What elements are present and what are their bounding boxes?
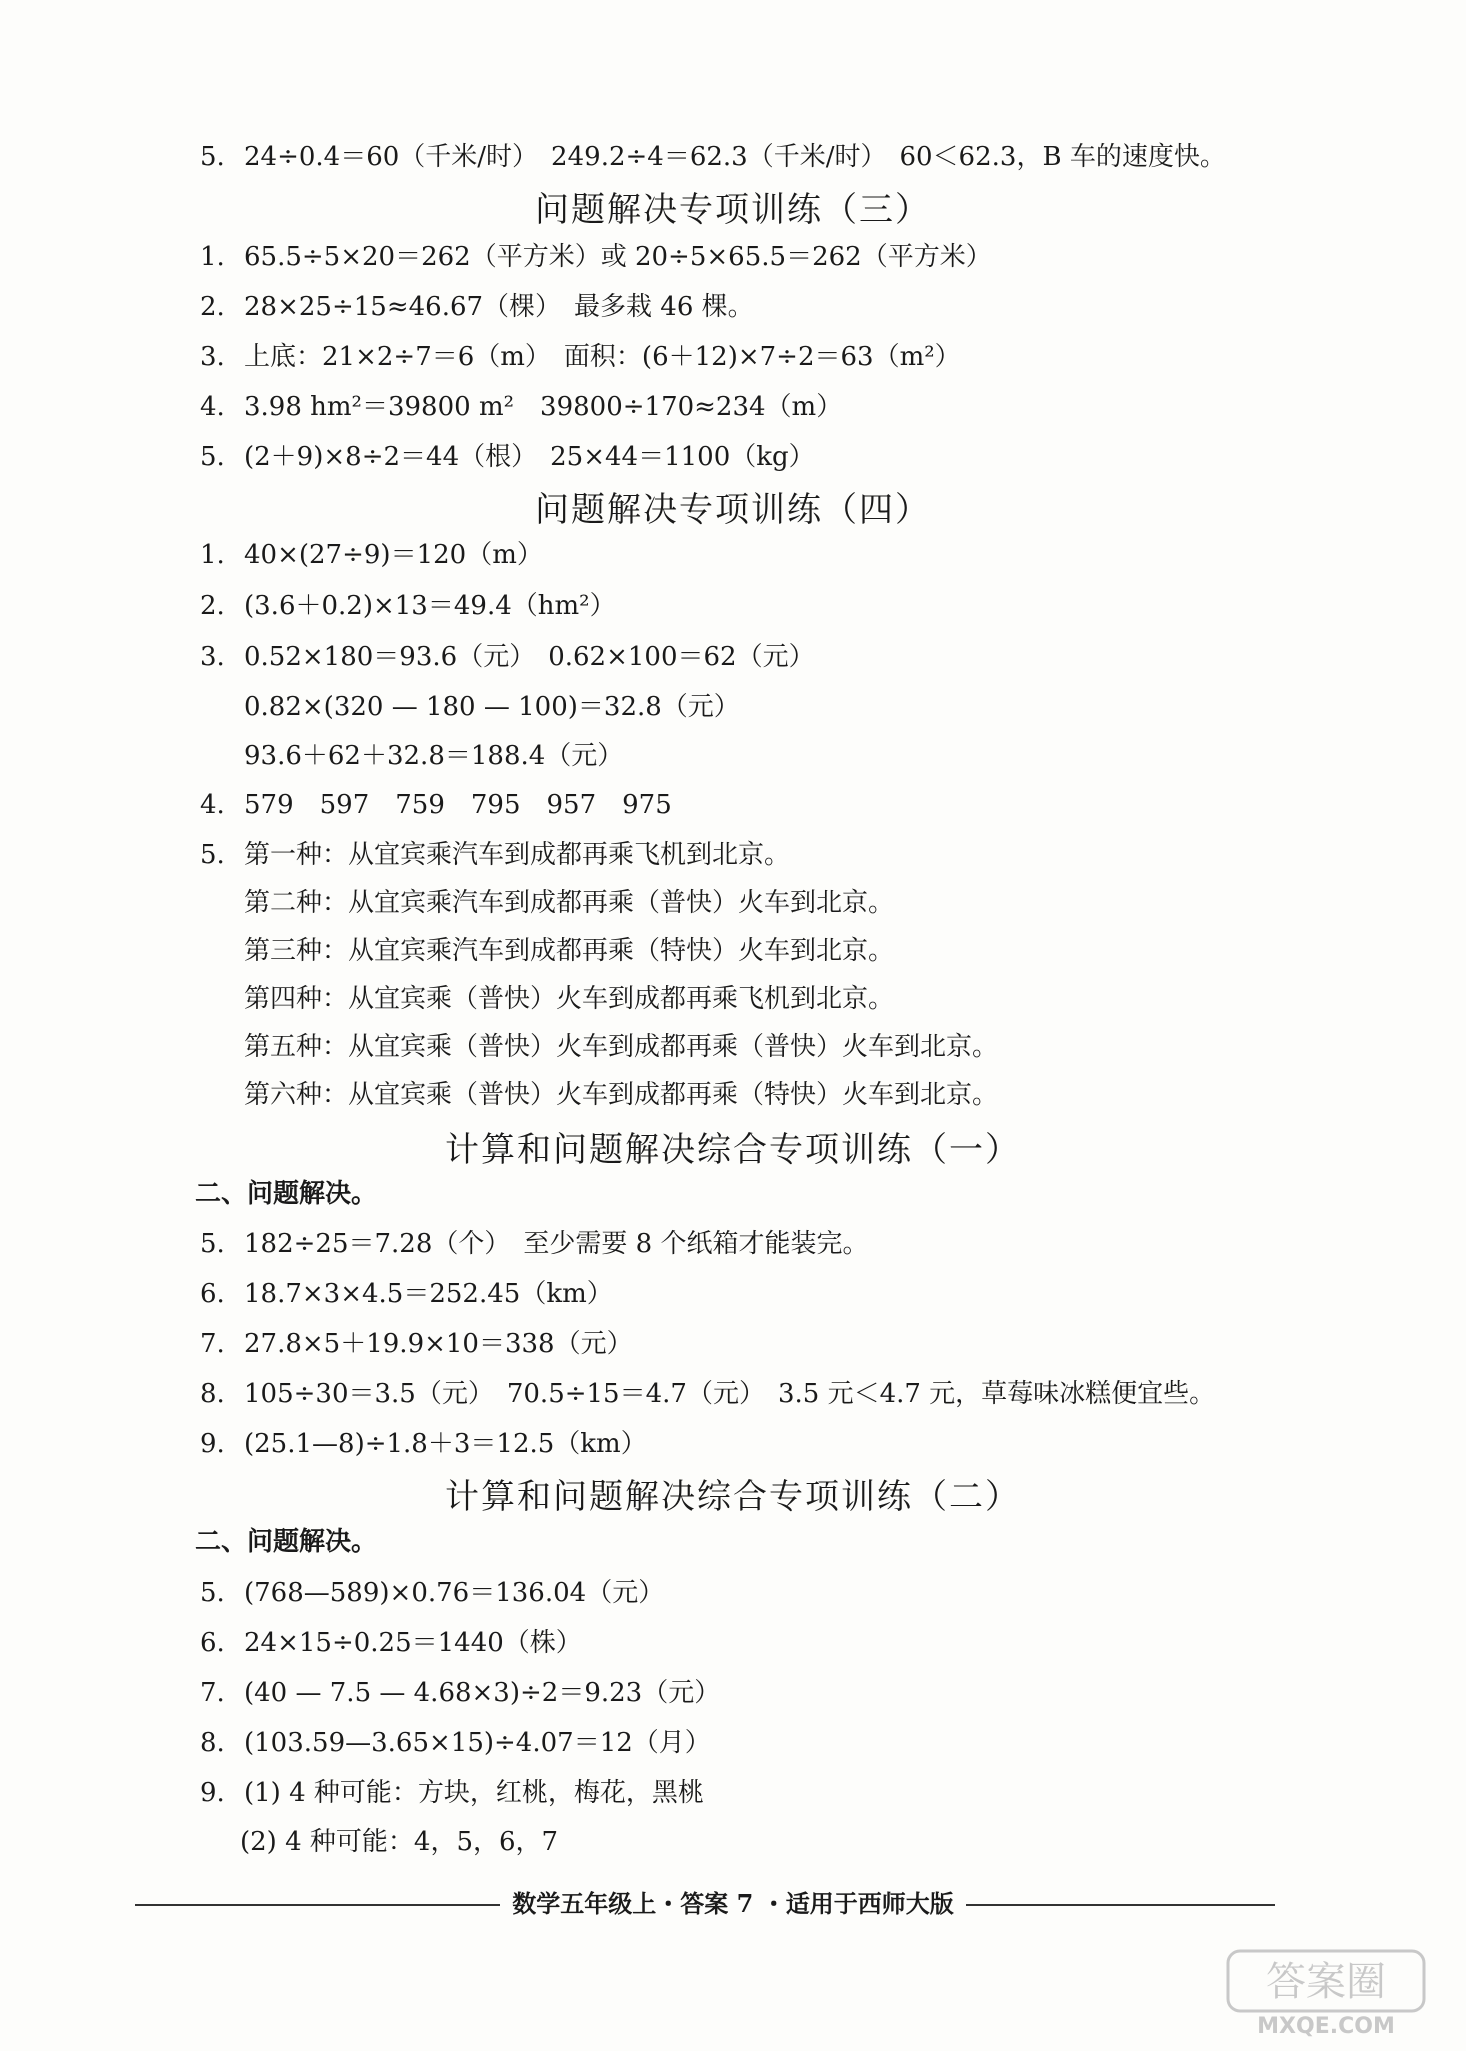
item-number: 4. bbox=[200, 790, 225, 820]
answer-line bbox=[200, 1078, 998, 1112]
item-text: (103.59—3.65×15)÷4.07＝12（月） bbox=[244, 1728, 711, 1758]
item-text: 第一种：从宜宾乘汽车到成都再乘飞机到北京。 bbox=[244, 840, 791, 870]
item-number: 5. bbox=[200, 1578, 225, 1608]
item-number: 8. bbox=[200, 1379, 225, 1409]
answer-line bbox=[200, 739, 623, 773]
answer-line bbox=[200, 1427, 647, 1461]
item-text: 第二种：从宜宾乘汽车到成都再乘（普快）火车到北京。 bbox=[244, 888, 895, 918]
item-text: (40 — 7.5 — 4.68×3)÷2＝9.23（元） bbox=[244, 1678, 721, 1708]
item-text: 3.98 hm²＝39800 m² 39800÷170≈234（m） bbox=[244, 392, 843, 422]
answer-line bbox=[200, 538, 543, 572]
section-title: 计算和问题解决综合专项训练（二） bbox=[445, 1477, 1021, 1517]
answer-line bbox=[200, 838, 790, 872]
item-text: 28×25÷15≈46.67（棵） 最多栽 46 棵。 bbox=[244, 292, 754, 322]
item-text: (1) 4 种可能：方块，红桃，梅花，黑桃 bbox=[244, 1778, 704, 1808]
item-text: 579 597 759 795 957 975 bbox=[244, 790, 672, 820]
item-number: 9. bbox=[200, 1778, 225, 1808]
item-number: 6. bbox=[200, 1279, 225, 1309]
item-number: 1. bbox=[200, 540, 225, 570]
item-text: (768—589)×0.76＝136.04（元） bbox=[244, 1578, 665, 1608]
answer-line bbox=[200, 640, 815, 674]
answer-line bbox=[200, 1227, 868, 1261]
page-footer bbox=[0, 1887, 1466, 1921]
answer-line bbox=[200, 290, 754, 324]
item-text: 18.7×3×4.5＝252.45（km） bbox=[244, 1279, 613, 1309]
item-text: 第三种：从宜宾乘汽车到成都再乘（特快）火车到北京。 bbox=[244, 936, 895, 966]
answer-line bbox=[200, 886, 894, 920]
item-number: 5. bbox=[200, 1229, 225, 1259]
answer-line bbox=[200, 1327, 633, 1361]
item-number: 1. bbox=[200, 242, 225, 272]
item-text: 40×(27÷9)＝120（m） bbox=[244, 540, 543, 570]
answer-line bbox=[240, 1825, 558, 1859]
answer-line bbox=[200, 1277, 613, 1311]
item-number: 9. bbox=[200, 1429, 225, 1459]
item-number: 8. bbox=[200, 1728, 225, 1758]
answer-line bbox=[200, 1676, 720, 1710]
answer-line bbox=[200, 1377, 1215, 1411]
item-text: 第五种：从宜宾乘（普快）火车到成都再乘（普快）火车到北京。 bbox=[244, 1032, 999, 1062]
answer-line bbox=[200, 788, 672, 822]
item-number: 7. bbox=[200, 1329, 225, 1359]
item-text: (3.6＋0.2)×13＝49.4（hm²） bbox=[244, 591, 616, 621]
answer-line bbox=[200, 1726, 711, 1760]
item-number: 7. bbox=[200, 1678, 225, 1708]
item-number: 4. bbox=[200, 392, 225, 422]
item-text: (2) 4 种可能：4，5，6，7 bbox=[240, 1827, 559, 1857]
answer-line bbox=[200, 982, 894, 1016]
sub-heading: 二、问题解决。 bbox=[195, 1179, 378, 1209]
item-text: 182÷25＝7.28（个） 至少需要 8 个纸箱才能装完。 bbox=[244, 1229, 869, 1259]
item-number: 6. bbox=[200, 1628, 225, 1658]
section-title: 问题解决专项训练（四） bbox=[535, 490, 931, 530]
answer-line bbox=[200, 1576, 664, 1610]
sub-heading: 二、问题解决。 bbox=[195, 1527, 378, 1557]
item-text: 上底：21×2÷7＝6（m） 面积：(6＋12)×7÷2＝63（m²） bbox=[244, 342, 961, 372]
answer-line bbox=[200, 1776, 704, 1810]
watermark-url: MXQE.COM bbox=[1257, 2014, 1395, 2039]
answer-line bbox=[200, 390, 842, 424]
answer-line bbox=[200, 440, 815, 474]
answer-line bbox=[200, 934, 894, 968]
answer-line bbox=[200, 589, 616, 623]
section-title: 问题解决专项训练（三） bbox=[535, 190, 931, 230]
answer-line bbox=[200, 1030, 998, 1064]
item-text: 93.6＋62＋32.8＝188.4（元） bbox=[244, 741, 624, 771]
item-number: 3. bbox=[200, 642, 225, 672]
item-number: 5. bbox=[200, 142, 225, 172]
section-title: 计算和问题解决综合专项训练（一） bbox=[445, 1130, 1021, 1170]
footer-text: 数学五年级上・答案 7 ・适用于西师大版 bbox=[500, 1889, 965, 1918]
item-text: 第六种：从宜宾乘（普快）火车到成都再乘（特快）火车到北京。 bbox=[244, 1080, 999, 1110]
item-number: 2. bbox=[200, 292, 225, 322]
answer-line bbox=[200, 140, 1226, 174]
answer-line bbox=[200, 690, 740, 724]
item-number: 5. bbox=[200, 442, 225, 472]
item-number: 3. bbox=[200, 342, 225, 372]
answer-line bbox=[200, 340, 961, 374]
item-text: (2＋9)×8÷2＝44（根） 25×44＝1100（kg） bbox=[244, 442, 815, 472]
item-text: 0.52×180＝93.6（元） 0.62×100＝62（元） bbox=[244, 642, 815, 672]
answer-line bbox=[200, 1626, 582, 1660]
watermark-logo bbox=[1226, 1949, 1426, 2039]
watermark-mark: 答案圈 bbox=[1266, 1959, 1386, 2005]
item-text: (25.1—8)÷1.8＋3＝12.5（km） bbox=[244, 1429, 647, 1459]
item-number: 5. bbox=[200, 840, 225, 870]
item-text: 24÷0.4＝60（千米/时） 249.2÷4＝62.3（千米/时） 60＜62.3，B 车的速度快。 bbox=[244, 142, 1226, 172]
item-text: 65.5÷5×20＝262（平方米）或 20÷5×65.5＝262（平方米） bbox=[244, 242, 992, 272]
item-number: 2. bbox=[200, 591, 225, 621]
answer-line bbox=[200, 240, 992, 274]
item-text: 27.8×5＋19.9×10＝338（元） bbox=[244, 1329, 633, 1359]
item-text: 24×15÷0.25＝1440（株） bbox=[244, 1628, 582, 1658]
item-text: 第四种：从宜宾乘（普快）火车到成都再乘飞机到北京。 bbox=[244, 984, 895, 1014]
item-text: 0.82×(320 — 180 — 100)＝32.8（元） bbox=[244, 692, 740, 722]
item-text: 105÷30＝3.5（元） 70.5÷15＝4.7（元） 3.5 元＜4.7 元，草莓味冰糕便宜些。 bbox=[244, 1379, 1216, 1409]
